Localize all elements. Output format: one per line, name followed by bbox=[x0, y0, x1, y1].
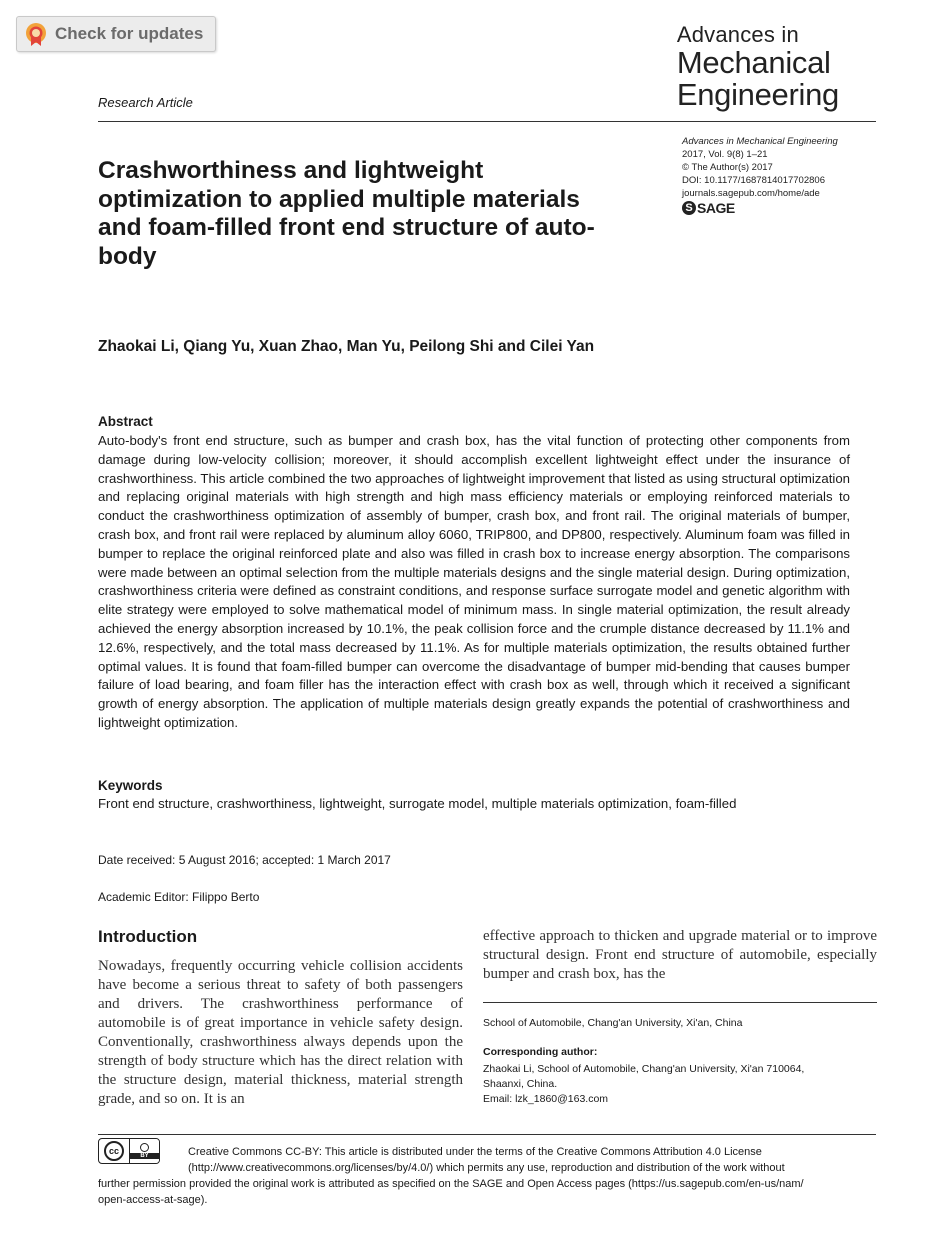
journal-logo-line3: Engineering bbox=[676, 77, 839, 112]
author-list: Zhaokai Li, Qiang Yu, Xuan Zhao, Man Yu, Peilong Shi and Cilei Yan bbox=[98, 338, 595, 355]
keywords-heading: Keywords bbox=[98, 778, 163, 793]
article-type: Research Article bbox=[98, 95, 193, 110]
corresponding-author-details bbox=[483, 1062, 804, 1107]
meta-url[interactable]: journals.sagepub.com/home/ade bbox=[682, 188, 820, 199]
introduction-heading: Introduction bbox=[98, 927, 198, 946]
check-for-updates-button[interactable] bbox=[16, 16, 216, 52]
abstract-text: Auto-body's front end structure, such as bumper and crash box, has the vital function of protecting other components from damage during low-velocity collision; moreover, it should accomplish excellent lightweight effect under the insurance of crashworthiness. This article combined the two approaches of lightweight improvement that listed as using structural optimization and replacing original materials with high strength and high mass efficiency materials or employing reinforced materials to conduct the crashworthiness optimization of assembly of bumper, crash box, and front rail. The original materials of bumper, crash box, and front rail were replaced by aluminum alloy 6060, TRIP800, and DP800, respectively. Aluminum foam was filled in bumper to replace the original reinforced plate and also was filled in crash box to increase energy absorption. The comparisons were made between an optimal selection from the multiple materials designs and the single material design. During optimization, crashworthiness criteria were defined as constraint conditions, and response surface surrogate model and genetic algorithm with elite strategy were employed to solve mathematical model of minimum mass. In single material optimization, the result already achieved the energy absorption increased by 10.1%, the peak collision force and the crumple distance decreased by 11.1% and 12.6%, respectively, and the total mass decreased by 11.1%. As for multiple materials optimization, the results obtained further optimal values. It is found that foam-filled bumper can overcome the disadvantage of bumper mid-bending that causes bumper failure of load bearing, and foam filler has the interaction effect with crash box as well, through which it received a significant growth of energy absorption. The application of multiple materials design greatly expands the potential of crashworthiness and lightweight optimization. bbox=[98, 433, 850, 730]
date-info: Date received: 5 August 2016; accepted: 1 March 2017 bbox=[98, 853, 391, 867]
license-line-1: Creative Commons CC-BY: This article is distributed under the terms of the Creative Commons Attribution 4.0 License bbox=[188, 1146, 762, 1158]
license-text bbox=[98, 1144, 850, 1208]
license-line-2: (http://www.creativecommons.org/licenses/by/4.0/) which permits any use, reproduction and distribution of the work without bbox=[188, 1162, 785, 1174]
affiliation: School of Automobile, Chang'an University, Xi'an, China bbox=[483, 1017, 743, 1029]
update-ribbon-icon bbox=[25, 22, 47, 46]
journal-logo bbox=[677, 24, 839, 110]
license-line-4: open-access-at-sage). bbox=[98, 1194, 208, 1206]
sage-s-icon: S bbox=[682, 201, 696, 215]
corresponding-author-address: Zhaokai Li, School of Automobile, Chang'an University, Xi'an 710064, bbox=[483, 1063, 805, 1075]
journal-logo-line2: Mechanical bbox=[676, 45, 831, 80]
academic-editor: Academic Editor: Filippo Berto bbox=[98, 890, 260, 904]
meta-volume: 2017, Vol. 9(8) 1–21 bbox=[682, 149, 768, 160]
keywords-text: Front end structure, crashworthiness, lightweight, surrogate model, multiple materials optimization, foam-filled bbox=[98, 796, 737, 811]
by-icon-text: BY bbox=[130, 1153, 159, 1159]
introduction-right-column: effective approach to thicken and upgrade material or to improve structural design. Front end structure of automobile, especially bumper and crash box, has the bbox=[483, 928, 877, 982]
license-line-3: further permission provided the original work is attributed as specified on the SAGE and Open Access pages (https://us.sagepub.com/en-us/nam/ bbox=[98, 1178, 804, 1190]
meta-doi[interactable]: DOI: 10.1177/1687814017702806 bbox=[682, 175, 825, 186]
header-divider bbox=[98, 121, 876, 122]
abstract-heading: Abstract bbox=[98, 414, 153, 429]
footnote-divider bbox=[483, 1002, 877, 1003]
check-for-updates-label: Check for updates bbox=[55, 24, 204, 43]
introduction-left-column: Nowadays, frequently occurring vehicle collision accidents have become a serious threat to safety of both passengers and drivers. The crashworthiness performance of automobile is of great importance in vehicle safety design. Conventionally, crashworthiness always depends upon the strength of body structure which has the direct relation with the structure design, material thickness, material strength grade, and so on. It is an bbox=[98, 958, 463, 1107]
license-divider bbox=[98, 1134, 876, 1135]
corresponding-author-heading: Corresponding author: bbox=[483, 1046, 598, 1058]
sage-logo bbox=[682, 201, 838, 215]
corresponding-author-email[interactable]: Email: lzk_1860@163.com bbox=[483, 1093, 609, 1105]
cc-icon-text: cc bbox=[104, 1141, 124, 1161]
corresponding-author-region: Shaanxi, China. bbox=[483, 1078, 558, 1090]
sage-logo-text: SAGE bbox=[697, 199, 735, 216]
journal-meta bbox=[682, 135, 838, 215]
meta-journal-name: Advances in Mechanical Engineering bbox=[682, 136, 838, 147]
meta-copyright: © The Author(s) 2017 bbox=[682, 162, 773, 173]
journal-logo-line1: Advances in bbox=[676, 22, 799, 47]
article-title: Crashworthiness and lightweight optimization to applied multiple materials and foam-filled front end structure of auto-body bbox=[98, 157, 595, 270]
